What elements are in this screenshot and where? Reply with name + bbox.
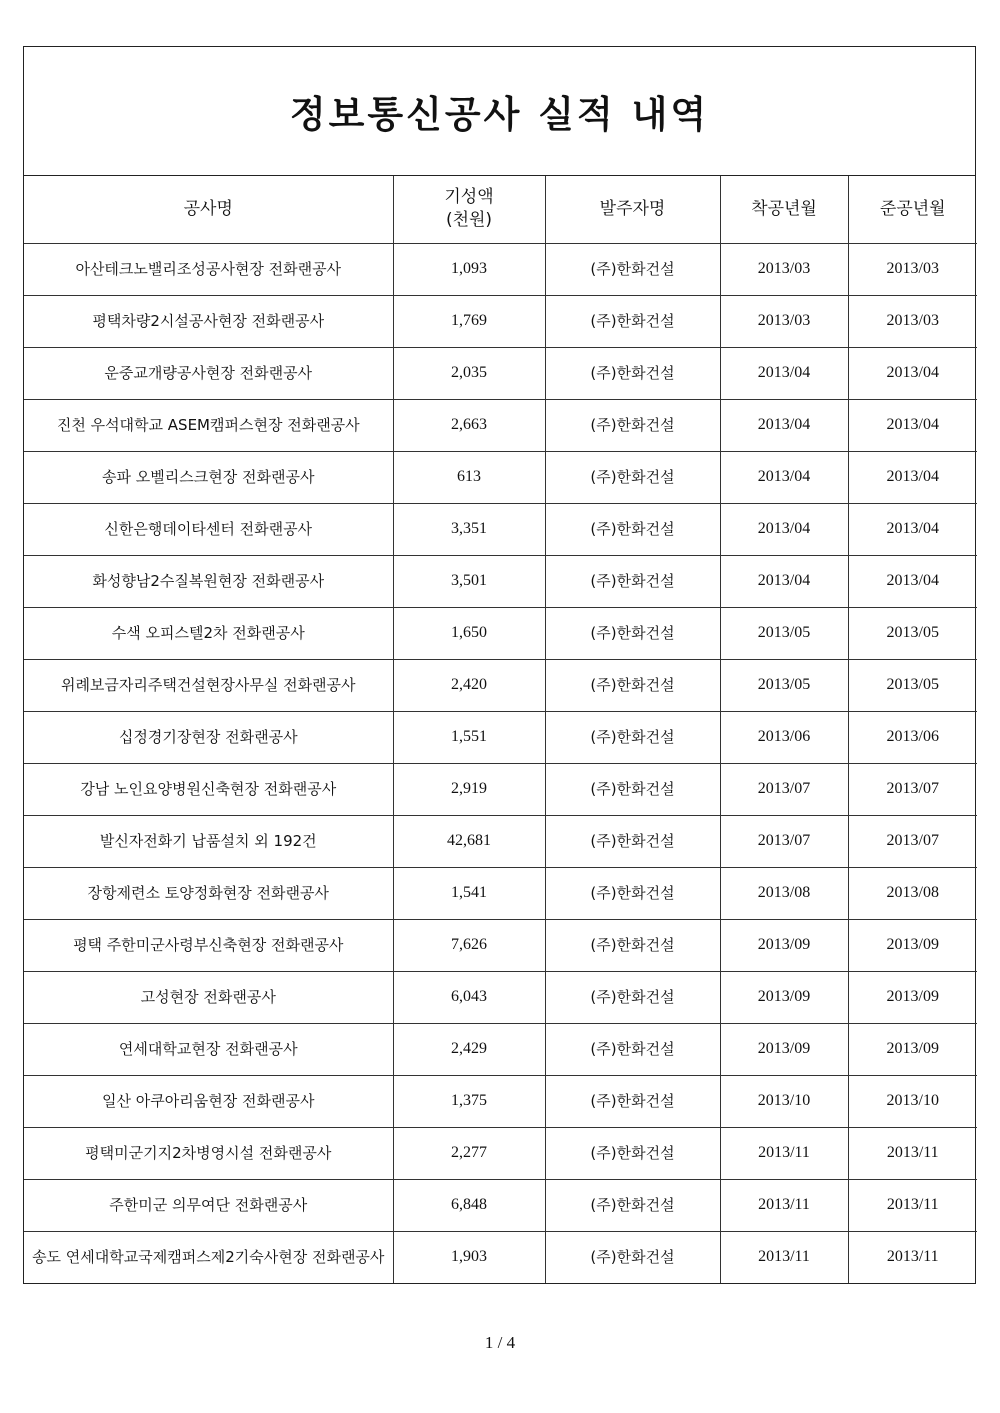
performance-table (24, 176, 977, 1283)
cell-project-name: 신한은행데이타센터 전화랜공사 (24, 503, 393, 555)
table-row (24, 815, 977, 867)
cell-amount: 1,650 (393, 607, 545, 659)
cell-project-name: 평택미군기지2차병영시설 전화랜공사 (24, 1127, 393, 1179)
table-row (24, 1231, 977, 1283)
cell-start-date: 2013/04 (720, 503, 848, 555)
page-number: 1 / 4 (484, 1333, 516, 1352)
table-row (24, 659, 977, 711)
column-header-client: 발주자명 (545, 176, 720, 243)
cell-amount: 2,420 (393, 659, 545, 711)
cell-start-date: 2013/09 (720, 1023, 848, 1075)
cell-client: (주)한화건설 (545, 1023, 720, 1075)
cell-amount: 7,626 (393, 919, 545, 971)
table-row (24, 919, 977, 971)
cell-amount: 3,351 (393, 503, 545, 555)
cell-amount: 2,277 (393, 1127, 545, 1179)
cell-end-date: 2013/03 (848, 243, 977, 295)
cell-project-name: 주한미군 의무여단 전화랜공사 (24, 1179, 393, 1231)
cell-project-name: 고성현장 전화랜공사 (24, 971, 393, 1023)
cell-amount: 1,375 (393, 1075, 545, 1127)
table-row (24, 763, 977, 815)
cell-client: (주)한화건설 (545, 555, 720, 607)
cell-end-date: 2013/04 (848, 451, 977, 503)
cell-start-date: 2013/06 (720, 711, 848, 763)
cell-amount: 1,903 (393, 1231, 545, 1283)
cell-project-name: 아산테크노밸리조성공사현장 전화랜공사 (24, 243, 393, 295)
cell-amount: 613 (393, 451, 545, 503)
cell-project-name: 진천 우석대학교 ASEM캠퍼스현장 전화랜공사 (24, 399, 393, 451)
cell-project-name: 발신자전화기 납품설치 외 192건 (24, 815, 393, 867)
cell-start-date: 2013/11 (720, 1179, 848, 1231)
cell-project-name: 평택차량2시설공사현장 전화랜공사 (24, 295, 393, 347)
cell-start-date: 2013/04 (720, 451, 848, 503)
cell-amount: 1,541 (393, 867, 545, 919)
cell-project-name: 운중교개량공사현장 전화랜공사 (24, 347, 393, 399)
cell-client: (주)한화건설 (545, 295, 720, 347)
table-row (24, 607, 977, 659)
report-sheet (23, 46, 976, 1284)
cell-end-date: 2013/04 (848, 503, 977, 555)
cell-end-date: 2013/04 (848, 399, 977, 451)
cell-start-date: 2013/09 (720, 971, 848, 1023)
cell-end-date: 2013/06 (848, 711, 977, 763)
cell-project-name: 장항제련소 토양정화현장 전화랜공사 (24, 867, 393, 919)
cell-client: (주)한화건설 (545, 1127, 720, 1179)
cell-client: (주)한화건설 (545, 503, 720, 555)
cell-amount: 2,429 (393, 1023, 545, 1075)
table-row (24, 1127, 977, 1179)
cell-end-date: 2013/11 (848, 1127, 977, 1179)
cell-client: (주)한화건설 (545, 243, 720, 295)
cell-start-date: 2013/04 (720, 399, 848, 451)
cell-start-date: 2013/03 (720, 243, 848, 295)
cell-client: (주)한화건설 (545, 607, 720, 659)
table-row (24, 1075, 977, 1127)
column-header-amount-line1: 기성액 (444, 187, 494, 208)
cell-start-date: 2013/05 (720, 607, 848, 659)
cell-project-name: 송도 연세대학교국제캠퍼스제2기숙사현장 전화랜공사 (24, 1231, 393, 1283)
cell-start-date: 2013/11 (720, 1231, 848, 1283)
table-row (24, 451, 977, 503)
table-row (24, 243, 977, 295)
cell-client: (주)한화건설 (545, 971, 720, 1023)
cell-project-name: 평택 주한미군사령부신축현장 전화랜공사 (24, 919, 393, 971)
table-row (24, 295, 977, 347)
column-header-amount (393, 176, 545, 243)
cell-end-date: 2013/03 (848, 295, 977, 347)
cell-start-date: 2013/10 (720, 1075, 848, 1127)
table-row (24, 1179, 977, 1231)
column-header-name: 공사명 (24, 176, 393, 243)
cell-client: (주)한화건설 (545, 919, 720, 971)
cell-amount: 6,043 (393, 971, 545, 1023)
cell-end-date: 2013/05 (848, 659, 977, 711)
table-body (24, 243, 977, 1283)
cell-start-date: 2013/03 (720, 295, 848, 347)
cell-client: (주)한화건설 (545, 1231, 720, 1283)
cell-project-name: 연세대학교현장 전화랜공사 (24, 1023, 393, 1075)
cell-client: (주)한화건설 (545, 711, 720, 763)
cell-end-date: 2013/11 (848, 1179, 977, 1231)
cell-start-date: 2013/05 (720, 659, 848, 711)
cell-start-date: 2013/04 (720, 555, 848, 607)
cell-project-name: 십정경기장현장 전화랜공사 (24, 711, 393, 763)
cell-client: (주)한화건설 (545, 659, 720, 711)
cell-start-date: 2013/07 (720, 815, 848, 867)
cell-amount: 2,035 (393, 347, 545, 399)
cell-client: (주)한화건설 (545, 1179, 720, 1231)
cell-start-date: 2013/11 (720, 1127, 848, 1179)
cell-client: (주)한화건설 (545, 1075, 720, 1127)
cell-end-date: 2013/09 (848, 971, 977, 1023)
cell-client: (주)한화건설 (545, 399, 720, 451)
cell-client: (주)한화건설 (545, 867, 720, 919)
cell-client: (주)한화건설 (545, 451, 720, 503)
title-box (24, 47, 975, 176)
cell-project-name: 수색 오피스텔2차 전화랜공사 (24, 607, 393, 659)
cell-end-date: 2013/08 (848, 867, 977, 919)
column-header-amount-line2: (천원) (445, 210, 493, 231)
table-row (24, 555, 977, 607)
cell-project-name: 강남 노인요양병원신축현장 전화랜공사 (24, 763, 393, 815)
cell-end-date: 2013/07 (848, 815, 977, 867)
table-row (24, 867, 977, 919)
column-header-end: 준공년월 (848, 176, 977, 243)
cell-start-date: 2013/07 (720, 763, 848, 815)
page-title: 정보통신공사 실적 내역 (289, 93, 710, 136)
cell-amount: 42,681 (393, 815, 545, 867)
table-row (24, 1023, 977, 1075)
cell-project-name: 일산 아쿠아리움현장 전화랜공사 (24, 1075, 393, 1127)
cell-project-name: 화성향남2수질복원현장 전화랜공사 (24, 555, 393, 607)
cell-end-date: 2013/05 (848, 607, 977, 659)
cell-end-date: 2013/10 (848, 1075, 977, 1127)
column-header-start: 착공년월 (720, 176, 848, 243)
cell-client: (주)한화건설 (545, 763, 720, 815)
cell-amount: 2,663 (393, 399, 545, 451)
cell-start-date: 2013/09 (720, 919, 848, 971)
cell-start-date: 2013/08 (720, 867, 848, 919)
cell-end-date: 2013/04 (848, 347, 977, 399)
cell-end-date: 2013/11 (848, 1231, 977, 1283)
table-row (24, 971, 977, 1023)
table-header-row (24, 176, 977, 243)
cell-start-date: 2013/04 (720, 347, 848, 399)
cell-amount: 3,501 (393, 555, 545, 607)
cell-project-name: 위례보금자리주택건설현장사무실 전화랜공사 (24, 659, 393, 711)
cell-amount: 1,551 (393, 711, 545, 763)
cell-end-date: 2013/07 (848, 763, 977, 815)
cell-amount: 2,919 (393, 763, 545, 815)
cell-amount: 1,093 (393, 243, 545, 295)
table-row (24, 347, 977, 399)
table-row (24, 503, 977, 555)
table-row (24, 399, 977, 451)
cell-client: (주)한화건설 (545, 347, 720, 399)
cell-amount: 6,848 (393, 1179, 545, 1231)
cell-end-date: 2013/09 (848, 919, 977, 971)
cell-amount: 1,769 (393, 295, 545, 347)
cell-end-date: 2013/04 (848, 555, 977, 607)
cell-client: (주)한화건설 (545, 815, 720, 867)
cell-project-name: 송파 오벨리스크현장 전화랜공사 (24, 451, 393, 503)
table-row (24, 711, 977, 763)
cell-end-date: 2013/09 (848, 1023, 977, 1075)
